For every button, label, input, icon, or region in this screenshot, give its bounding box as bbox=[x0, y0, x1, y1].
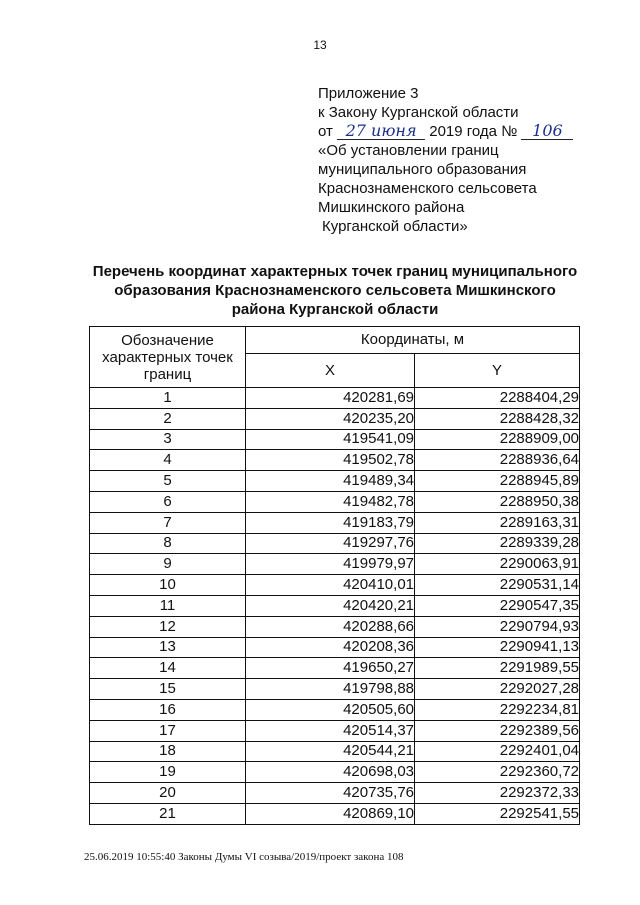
table-row bbox=[90, 512, 580, 533]
coordinate-y-cell: 2292360,72 bbox=[415, 762, 580, 783]
point-number-cell: 5 bbox=[90, 471, 246, 492]
table-row bbox=[90, 616, 580, 637]
coordinate-x-cell: 420235,20 bbox=[246, 408, 415, 429]
point-number-cell: 4 bbox=[90, 450, 246, 471]
document-title-line: образования Краснознаменского сельсовета Мишкинского bbox=[114, 282, 556, 299]
coordinate-x-cell: 419502,78 bbox=[246, 450, 415, 471]
coordinate-y-cell: 2290547,35 bbox=[415, 595, 580, 616]
table-row bbox=[90, 699, 580, 720]
point-number-cell: 19 bbox=[90, 762, 246, 783]
coordinate-y-cell: 2292541,55 bbox=[415, 803, 580, 824]
coordinate-x-cell: 419183,79 bbox=[246, 512, 415, 533]
footer-stamp: 25.06.2019 10:55:40 Законы Думы VI созыва/2019/проект закона 108 bbox=[84, 851, 404, 863]
point-number-cell: 17 bbox=[90, 720, 246, 741]
coordinate-x-cell: 420698,03 bbox=[246, 762, 415, 783]
coordinate-y-cell: 2290941,13 bbox=[415, 637, 580, 658]
appendix-date-line bbox=[318, 122, 618, 141]
coordinate-x-cell: 420410,01 bbox=[246, 575, 415, 596]
table-row bbox=[90, 471, 580, 492]
coordinate-y-cell: 2288936,64 bbox=[415, 450, 580, 471]
header-y: Y bbox=[415, 353, 580, 387]
coordinate-x-cell: 420514,37 bbox=[246, 720, 415, 741]
point-number-cell: 10 bbox=[90, 575, 246, 596]
table-row bbox=[90, 491, 580, 512]
appendix-law-title-line: Мишкинского района bbox=[318, 199, 465, 216]
coordinate-y-cell: 2288950,38 bbox=[415, 491, 580, 512]
handwritten-law-number: 106 bbox=[521, 123, 573, 140]
coordinate-x-cell: 420735,76 bbox=[246, 783, 415, 804]
coordinate-y-cell: 2288428,32 bbox=[415, 408, 580, 429]
point-number-cell: 9 bbox=[90, 554, 246, 575]
coordinate-y-cell: 2292234,81 bbox=[415, 699, 580, 720]
coordinate-x-cell: 420505,60 bbox=[246, 699, 415, 720]
point-number-cell: 20 bbox=[90, 783, 246, 804]
point-number-cell: 6 bbox=[90, 491, 246, 512]
point-number-cell: 2 bbox=[90, 408, 246, 429]
coordinate-x-cell: 419798,88 bbox=[246, 679, 415, 700]
point-number-cell: 8 bbox=[90, 533, 246, 554]
coordinate-y-cell: 2289163,31 bbox=[415, 512, 580, 533]
point-number-cell: 16 bbox=[90, 699, 246, 720]
table-row bbox=[90, 637, 580, 658]
table-row bbox=[90, 575, 580, 596]
table-row bbox=[90, 533, 580, 554]
coordinate-x-cell: 419979,97 bbox=[246, 554, 415, 575]
table-row bbox=[90, 762, 580, 783]
table-row bbox=[90, 679, 580, 700]
coordinate-y-cell: 2288404,29 bbox=[415, 388, 580, 409]
table-row bbox=[90, 720, 580, 741]
point-number-cell: 7 bbox=[90, 512, 246, 533]
table-row bbox=[90, 741, 580, 762]
point-number-cell: 11 bbox=[90, 595, 246, 616]
appendix-block bbox=[318, 84, 618, 236]
handwritten-date: 27 июня bbox=[337, 123, 425, 140]
coordinate-x-cell: 419297,76 bbox=[246, 533, 415, 554]
appendix-year-text: 2019 года № bbox=[429, 123, 518, 140]
appendix-law-title-line: «Об установлении границ bbox=[318, 142, 499, 159]
coordinate-y-cell: 2288909,00 bbox=[415, 429, 580, 450]
point-number-cell: 3 bbox=[90, 429, 246, 450]
coordinate-y-cell: 2292401,04 bbox=[415, 741, 580, 762]
coordinate-y-cell: 2290531,14 bbox=[415, 575, 580, 596]
coordinate-x-cell: 420869,10 bbox=[246, 803, 415, 824]
point-number-cell: 14 bbox=[90, 658, 246, 679]
point-number-cell: 13 bbox=[90, 637, 246, 658]
appendix-from-prefix: от bbox=[318, 123, 333, 140]
coordinate-y-cell: 2290794,93 bbox=[415, 616, 580, 637]
coordinate-y-cell: 2290063,91 bbox=[415, 554, 580, 575]
coordinate-x-cell: 419541,09 bbox=[246, 429, 415, 450]
coordinate-y-cell: 2292372,33 bbox=[415, 783, 580, 804]
point-number-cell: 15 bbox=[90, 679, 246, 700]
coordinate-x-cell: 420420,21 bbox=[246, 595, 415, 616]
point-number-cell: 1 bbox=[90, 388, 246, 409]
table-row bbox=[90, 408, 580, 429]
header-coordinates: Координаты, м bbox=[246, 327, 580, 354]
coordinate-y-cell: 2292389,56 bbox=[415, 720, 580, 741]
coordinate-x-cell: 419482,78 bbox=[246, 491, 415, 512]
coordinate-y-cell: 2289339,28 bbox=[415, 533, 580, 554]
coordinate-x-cell: 419650,27 bbox=[246, 658, 415, 679]
table-row bbox=[90, 450, 580, 471]
appendix-law-title-line: муниципального образования bbox=[318, 161, 527, 178]
point-number-cell: 21 bbox=[90, 803, 246, 824]
appendix-law-reference: к Закону Курганской области bbox=[318, 104, 519, 121]
appendix-law-title-line: Краснознаменского сельсовета bbox=[318, 180, 537, 197]
table-row bbox=[90, 429, 580, 450]
document-title-line: Перечень координат характерных точек границ муниципального bbox=[92, 263, 578, 280]
point-number-cell: 18 bbox=[90, 741, 246, 762]
header-x: X bbox=[246, 353, 415, 387]
coordinate-x-cell: 420281,69 bbox=[246, 388, 415, 409]
coordinate-y-cell: 2288945,89 bbox=[415, 471, 580, 492]
document-title bbox=[70, 262, 600, 319]
coordinate-x-cell: 420288,66 bbox=[246, 616, 415, 637]
table-row bbox=[90, 803, 580, 824]
coordinate-y-cell: 2291989,55 bbox=[415, 658, 580, 679]
appendix-label: Приложение 3 bbox=[318, 85, 419, 102]
header-point-designation: Обозначение характерных точек границ bbox=[90, 327, 246, 388]
coordinates-table bbox=[89, 326, 580, 825]
page-number: 13 bbox=[313, 38, 327, 52]
coordinate-y-cell: 2292027,28 bbox=[415, 679, 580, 700]
table-row bbox=[90, 388, 580, 409]
point-number-cell: 12 bbox=[90, 616, 246, 637]
table-row bbox=[90, 554, 580, 575]
document-title-line: района Курганской области bbox=[231, 301, 439, 318]
coordinate-x-cell: 420208,36 bbox=[246, 637, 415, 658]
coordinate-x-cell: 419489,34 bbox=[246, 471, 415, 492]
coordinate-x-cell: 420544,21 bbox=[246, 741, 415, 762]
table-row bbox=[90, 658, 580, 679]
appendix-law-title-line: Курганской области» bbox=[322, 218, 468, 235]
table-row bbox=[90, 783, 580, 804]
table-row bbox=[90, 595, 580, 616]
